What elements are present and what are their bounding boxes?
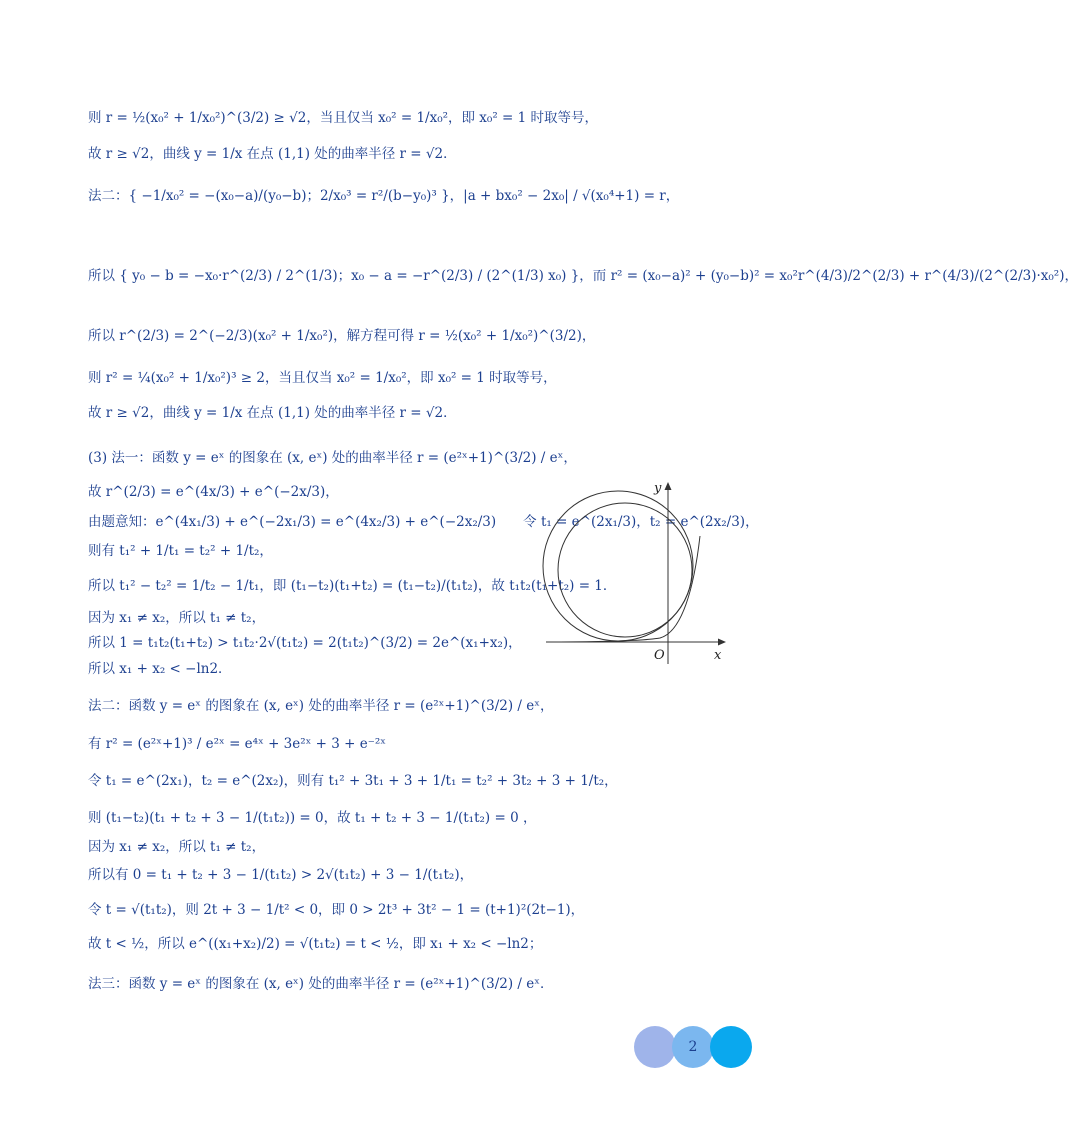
origin-label: O: [654, 648, 665, 663]
text-line: 所以 t₁² − t₂² = 1/t₂ − 1/t₁，即 (t₁−t₂)(t₁+t₂) = (t₁−t₂)/(t₁t₂)，故 t₁t₂(t₁+t₂) = 1．: [88, 578, 617, 594]
text-line: 所以有 0 = t₁ + t₂ + 3 − 1/(t₁t₂) > 2√(t₁t₂) + 3 − 1/(t₁t₂)，: [88, 867, 474, 883]
text-line: 故 r ≥ √2，曲线 y = 1/x 在点 (1,1) 处的曲率半径 r = √2．: [88, 405, 457, 421]
text-line: 所以 r^(2/3) = 2^(−2/3)(x₀² + 1/x₀²)，解方程可得 r = ½(x₀² + 1/x₀²)^(3/2)，: [88, 328, 596, 344]
text-line: 所以 1 = t₁t₂(t₁+t₂) > t₁t₂·2√(t₁t₂) = 2(t₁t₂)^(3/2) = 2e^(x₁+x₂)，: [88, 635, 522, 651]
text-line: 则有 t₁² + 1/t₁ = t₂² + 1/t₂，: [88, 543, 273, 559]
exponential-curve: [546, 536, 700, 642]
small-osculating-circle: [558, 503, 692, 637]
text-line: 故 r^(2/3) = e^(4x/3) + e^(−2x/3)，: [88, 484, 339, 500]
page-number: 2: [688, 1039, 698, 1055]
text-line: 因为 x₁ ≠ x₂，所以 t₁ ≠ t₂，: [88, 610, 266, 626]
pager-dot-left: [634, 1026, 676, 1068]
text-line: 法三：函数 y = eˣ 的图象在 (x, eˣ) 处的曲率半径 r = (e²ˣ+1)^(3/2) / eˣ．: [88, 976, 554, 992]
text-line: 故 r ≥ √2，曲线 y = 1/x 在点 (1,1) 处的曲率半径 r = √2．: [88, 146, 457, 162]
text-line: 因为 x₁ ≠ x₂，所以 t₁ ≠ t₂，: [88, 839, 266, 855]
text-line: 故 t < ½，所以 e^((x₁+x₂)/2) = √(t₁t₂) = t < ½，即 x₁ + x₂ < −ln2；: [88, 936, 543, 952]
text-line: 法二：函数 y = eˣ 的图象在 (x, eˣ) 处的曲率半径 r = (e²ˣ+1)^(3/2) / eˣ，: [88, 698, 554, 714]
text-line: 法二：{ −1/x₀² = −(x₀−a)/(y₀−b)；2/x₀³ = r²/(b−y₀)³ }，|a + bx₀² − 2x₀| / √(x₀⁴+1) = r，: [88, 188, 680, 204]
y-axis-arrow-icon: [665, 482, 672, 490]
x-axis-label: x: [714, 648, 722, 663]
pager-dot-right: [710, 1026, 752, 1068]
text-line: 令 t₁ = e^(2x₁)，t₂ = e^(2x₂)，则有 t₁² + 3t₁ + 3 + 1/t₁ = t₂² + 3t₂ + 3 + 1/t₂，: [88, 773, 618, 789]
text-line: 所以 x₁ + x₂ < −ln2．: [88, 661, 232, 677]
page-number-badge: [634, 1026, 752, 1068]
text-line: 则 r² = ¼(x₀² + 1/x₀²)³ ≥ 2，当且仅当 x₀² = 1/x₀²，即 x₀² = 1 时取等号，: [88, 370, 557, 386]
y-axis-label: y: [654, 481, 662, 496]
curvature-figure: [542, 478, 732, 666]
text-line: 令 t = √(t₁t₂)，则 2t + 3 − 1/t² < 0，即 0 > 2t³ + 3t² − 1 = (t+1)²(2t−1)，: [88, 902, 585, 918]
text-line: 则 (t₁−t₂)(t₁ + t₂ + 3 − 1/(t₁t₂)) = 0，故 t₁ + t₂ + 3 − 1/(t₁t₂) = 0 ，: [88, 810, 537, 826]
text-line: 有 r² = (e²ˣ+1)³ / e²ˣ = e⁴ˣ + 3e²ˣ + 3 + e⁻²ˣ: [88, 736, 387, 752]
text-line: (3) 法一：函数 y = eˣ 的图象在 (x, eˣ) 处的曲率半径 r = (e²ˣ+1)^(3/2) / eˣ，: [88, 450, 577, 466]
text-line: 由题意知：e^(4x₁/3) + e^(−2x₁/3) = e^(4x₂/3) + e^(−2x₂/3) 令 t₁ = e^(2x₁/3)，t₂ = e^(2x₂/3)，: [88, 514, 759, 530]
x-axis-arrow-icon: [718, 639, 726, 646]
text-line: 所以 { y₀ − b = −x₀·r^(2/3) / 2^(1/3)；x₀ − a = −r^(2/3) / (2^(1/3) x₀) }，而 r² = (x₀−a)² + (y₀−b)² = x₀²r^(4/3)/2^(2/3) + r^(4/3)/(2^(2/3)·x₀²)，: [88, 268, 1078, 284]
text-line: 则 r = ½(x₀² + 1/x₀²)^(3/2) ≥ √2，当且仅当 x₀² = 1/x₀²，即 x₀² = 1 时取等号，: [88, 110, 599, 126]
